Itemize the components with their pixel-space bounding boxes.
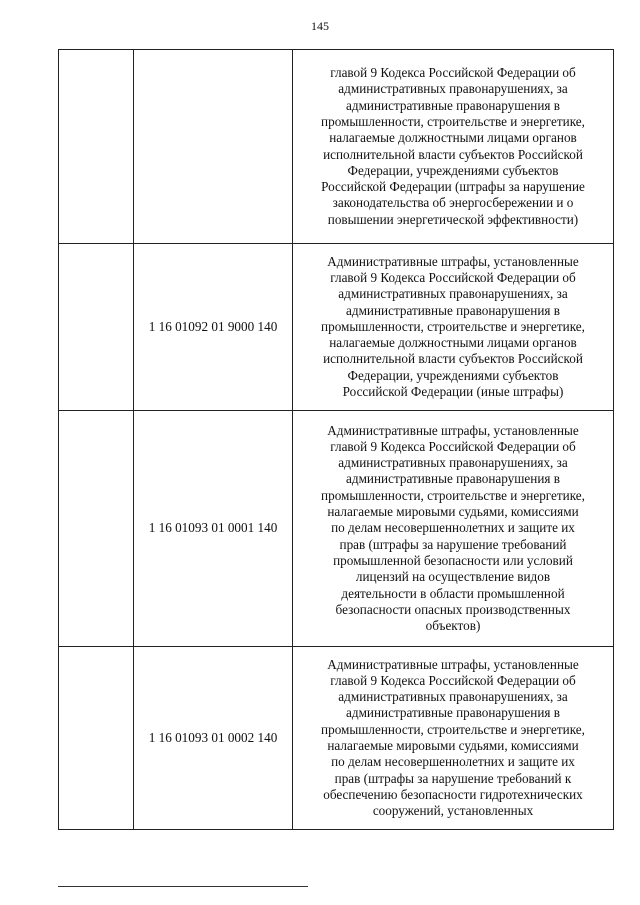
empty-cell [59,411,134,647]
description-cell [293,647,614,830]
description-line: главой 9 Кодекса Российской Федерации об [330,672,576,688]
description-line: по делам несовершеннолетних и защите их [331,754,575,770]
description-line: административные правонарушения в [346,302,560,318]
description-line: исполнительной власти субъектов Российской [323,146,583,162]
description-line: сооружений, установленных [372,803,534,819]
table-row [59,244,614,411]
revenue-code-table [58,49,614,830]
description-line: административные правонарушения в [346,471,560,487]
description-line: промышленности, строительстве и энергетике, [321,721,585,737]
code-cell: 1 16 01093 01 0002 140 [134,647,293,830]
description-line: промышленности, строительстве и энергетике, [321,487,585,503]
description-line: промышленности, строительстве и энергетике, [321,318,585,334]
code-cell: 1 16 01093 01 0001 140 [134,411,293,647]
description-line: объектов) [425,618,481,634]
description-line: административных правонарушениях, за [338,689,568,705]
description-line: главой 9 Кодекса Российской Федерации об [330,438,576,454]
description-line: административных правонарушениях, за [338,286,568,302]
description-line: налагаемые должностными лицами органов [329,130,577,146]
description-line: налагаемые мировыми судьями, комиссиями [327,738,579,753]
description-cell [293,50,614,244]
description-line: Российской Федерации (штрафы за нарушение [321,179,585,195]
description-line: прав (штрафы за нарушение требований [339,536,567,552]
table-row [59,50,614,244]
description-line: промышленной безопасности или условий [333,552,573,568]
description-line: промышленности, строительстве и энергетике, [321,113,585,129]
description-line: лицензий на осуществление видов [355,569,551,585]
description-line: главой 9 Кодекса Российской Федерации об [330,65,576,81]
description-line: законодательства об энергосбережении и о [332,195,574,211]
description-line: налагаемые мировыми судьями, комиссиями [327,504,579,520]
table-row [59,647,614,830]
description-line: Российской Федерации (иные штрафы) [342,384,564,400]
description-line: исполнительной власти субъектов Российской [323,351,583,367]
description-line: Федерации, учреждениями субъектов [347,367,559,383]
description-line: главой 9 Кодекса Российской Федерации об [330,269,576,285]
footnote-separator [58,886,308,887]
description-line: Административные штрафы, установленные [327,253,579,269]
description-line: деятельности в области промышленной [341,585,565,601]
description-line: административных правонарушениях, за [338,455,568,471]
description-line: налагаемые должностными лицами органов [329,335,577,351]
description-cell [293,411,614,647]
description-line: прав (штрафы за нарушение требований к [334,770,572,786]
description-line: обеспечению безопасности гидротехнических [323,786,583,802]
description-line: повышении энергетической эффективности) [327,211,579,227]
code-cell: 1 16 01092 01 9000 140 [134,244,293,411]
description-line: Федерации, учреждениями субъектов [347,162,559,178]
code-cell [134,50,293,244]
description-line: административных правонарушениях, за [338,81,568,97]
description-line: административные правонарушения в [346,705,560,721]
empty-cell [59,244,134,411]
description-line: Административные штрафы, установленные [327,656,579,672]
description-line: безопасности опасных производственных [335,601,571,617]
page-number: 145 [311,19,329,33]
table-row [59,411,614,647]
empty-cell [59,50,134,244]
description-line: Административные штрафы, установленные [327,422,579,438]
description-cell [293,244,614,411]
description-line: по делам несовершеннолетних и защите их [331,520,575,536]
description-line: административные правонарушения в [346,97,560,113]
empty-cell [59,647,134,830]
